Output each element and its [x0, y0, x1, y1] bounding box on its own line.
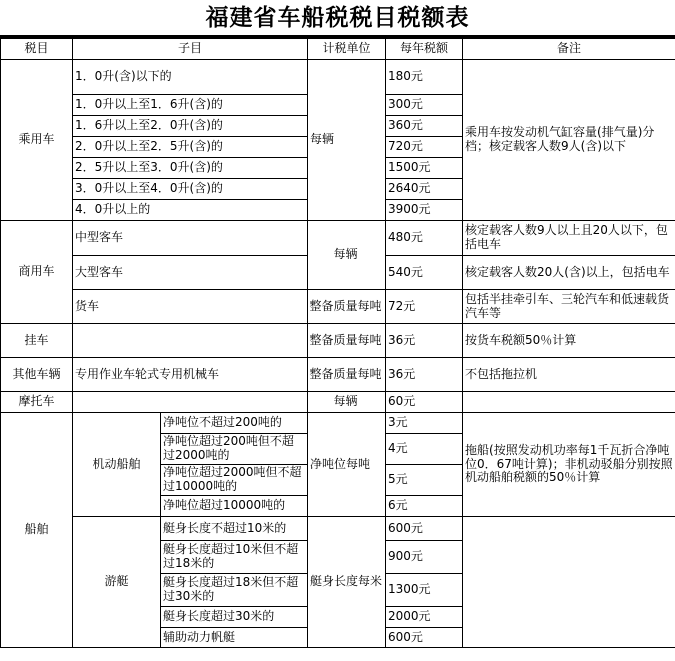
subitem-cell: 大型客车 [73, 256, 308, 290]
subitem-cell: 1．0升(含)以下的 [73, 60, 308, 95]
subitem-cell: 净吨位不超过200吨的 [161, 413, 308, 434]
subitem-cell: 3．0升以上至4．0升(含)的 [73, 179, 308, 200]
unit-cell: 每辆 [308, 60, 386, 221]
remark-cell: 包括半挂牵引车、三轮汽车和低速载货汽车等 [463, 290, 675, 324]
amount-cell: 3900元 [386, 200, 463, 221]
category-cell: 摩托车 [1, 392, 73, 413]
table-row [1, 60, 675, 95]
subitem-cell: 净吨位超过2000吨但不超过10000吨的 [161, 465, 308, 496]
amount-cell: 480元 [386, 221, 463, 256]
remark-cell [463, 517, 675, 648]
amount-cell: 900元 [386, 541, 463, 574]
remark-cell [463, 392, 675, 413]
subitem-cell: 1．6升以上至2．0升(含)的 [73, 116, 308, 137]
table-row [1, 324, 675, 358]
amount-cell: 600元 [386, 517, 463, 541]
amount-cell: 300元 [386, 95, 463, 116]
unit-cell: 每辆 [308, 392, 386, 413]
remark-cell: 乘用车按发动机气缸容量(排气量)分档；核定载客人数9人(含)以下 [463, 60, 675, 221]
subitem-cell: 净吨位超过10000吨的 [161, 496, 308, 517]
amount-cell: 72元 [386, 290, 463, 324]
unit-cell: 每辆 [308, 221, 386, 290]
subitem-cell: 辅助动力帆艇 [161, 628, 308, 648]
table-row [1, 392, 675, 413]
unit-cell: 整备质量每吨 [308, 324, 386, 358]
subitem-cell [73, 392, 308, 413]
header-amount: 每年税额 [386, 39, 463, 60]
subitem-cell: 艇身长度超过10米但不超过18米的 [161, 541, 308, 574]
amount-cell: 600元 [386, 628, 463, 648]
subitem-cell: 艇身长度超过18米但不超过30米的 [161, 574, 308, 607]
category-cell: 挂车 [1, 324, 73, 358]
header-unit: 计税单位 [308, 39, 386, 60]
remark-cell: 不包括拖拉机 [463, 358, 675, 392]
amount-cell: 36元 [386, 324, 463, 358]
amount-cell: 1300元 [386, 574, 463, 607]
subitem-cell: 货车 [73, 290, 308, 324]
table-row [1, 413, 675, 434]
header-subitem: 子目 [73, 39, 308, 60]
remark-cell: 拖船(按照发动机功率每1千瓦折合净吨位0．67吨计算)；非机动驳船分别按照机动船舶税额的50％计算 [463, 413, 675, 517]
amount-cell: 2640元 [386, 179, 463, 200]
amount-cell: 1500元 [386, 158, 463, 179]
amount-cell: 180元 [386, 60, 463, 95]
unit-cell: 整备质量每吨 [308, 358, 386, 392]
table-row [1, 221, 675, 256]
category-cell: 其他车辆 [1, 358, 73, 392]
category-cell: 船舶 [1, 413, 73, 648]
table-header-row [1, 39, 675, 60]
unit-cell: 艇身长度每米 [308, 517, 386, 648]
subitem-cell: 2．0升以上至2．5升(含)的 [73, 137, 308, 158]
unit-cell: 净吨位每吨 [308, 413, 386, 517]
amount-cell: 360元 [386, 116, 463, 137]
document-title-bar [0, 0, 675, 38]
table-row [1, 290, 675, 324]
subitem-cell: 艇身长度不超过10米的 [161, 517, 308, 541]
amount-cell: 60元 [386, 392, 463, 413]
table-row [1, 358, 675, 392]
page-title: 福建省车船税税目税额表 [205, 4, 470, 31]
subitem-cell: 2．5升以上至3．0升(含)的 [73, 158, 308, 179]
remark-cell: 核定载客人数20人(含)以上，包括电车 [463, 256, 675, 290]
subgroup-label-cell: 游艇 [73, 517, 161, 648]
amount-cell: 4元 [386, 434, 463, 465]
subitem-cell: 专用作业车轮式专用机械车 [73, 358, 308, 392]
table-row [1, 517, 675, 541]
amount-cell: 36元 [386, 358, 463, 392]
header-category: 税目 [1, 39, 73, 60]
subitem-cell: 中型客车 [73, 221, 308, 256]
subitem-cell: 艇身长度超过30米的 [161, 607, 308, 628]
header-remark: 备注 [463, 39, 675, 60]
category-cell: 商用车 [1, 221, 73, 324]
amount-cell: 6元 [386, 496, 463, 517]
subitem-cell [73, 324, 308, 358]
amount-cell: 3元 [386, 413, 463, 434]
remark-cell: 按货车税额50％计算 [463, 324, 675, 358]
subitem-cell: 1．0升以上至1．6升(含)的 [73, 95, 308, 116]
category-cell: 乘用车 [1, 60, 73, 221]
tax-rate-table [0, 38, 675, 648]
amount-cell: 5元 [386, 465, 463, 496]
subgroup-label-cell: 机动船舶 [73, 413, 161, 517]
amount-cell: 2000元 [386, 607, 463, 628]
unit-cell: 整备质量每吨 [308, 290, 386, 324]
remark-cell: 核定载客人数9人以上且20人以下，包括电车 [463, 221, 675, 256]
subitem-cell: 净吨位超过200吨但不超过2000吨的 [161, 434, 308, 465]
amount-cell: 720元 [386, 137, 463, 158]
amount-cell: 540元 [386, 256, 463, 290]
subitem-cell: 4．0升以上的 [73, 200, 308, 221]
